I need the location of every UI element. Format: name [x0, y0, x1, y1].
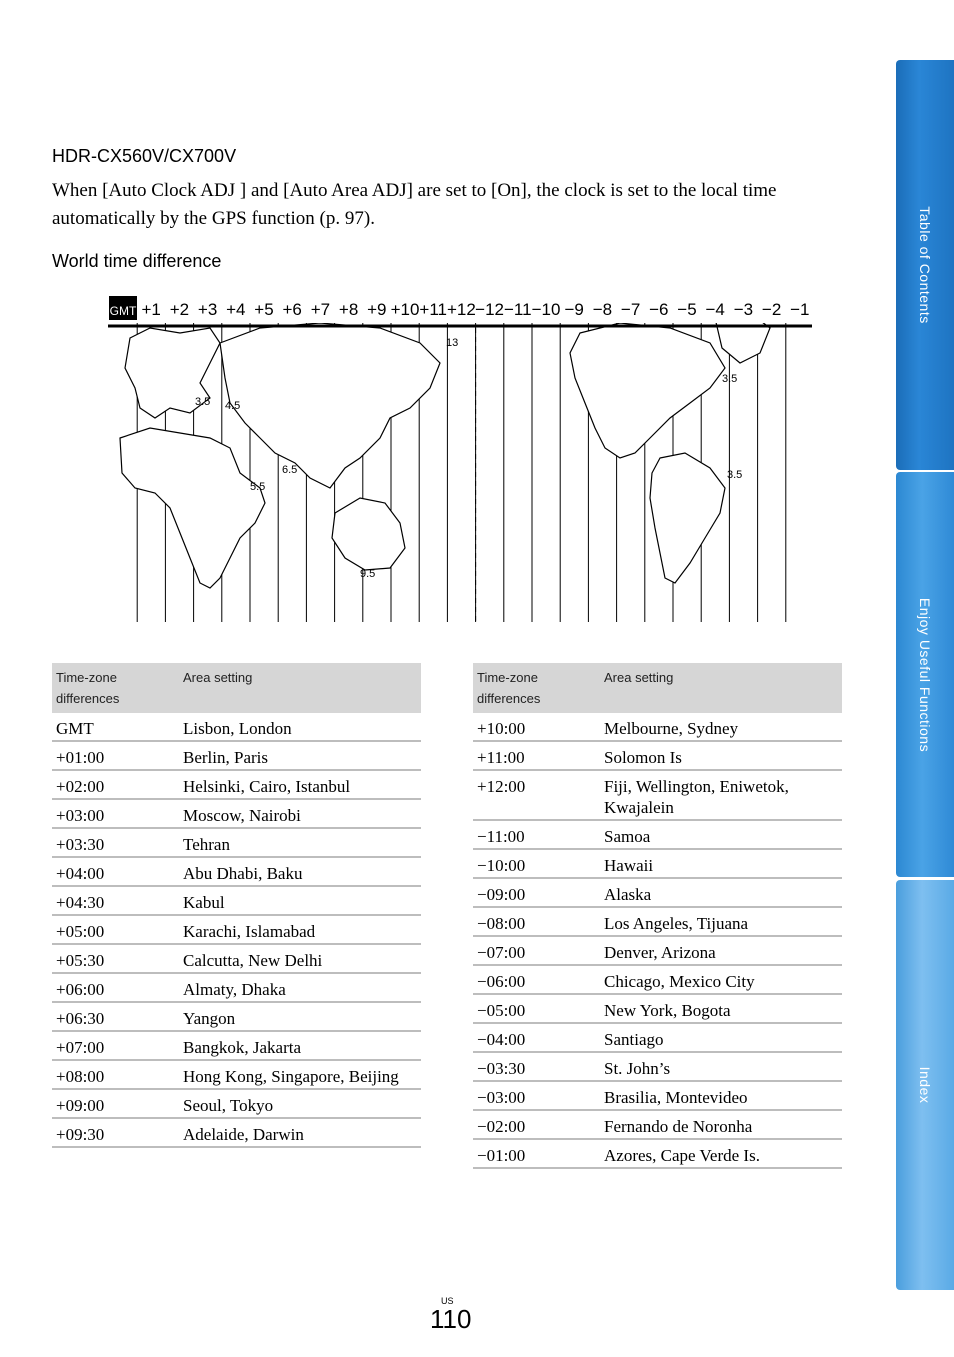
zone-label: +11	[419, 300, 447, 319]
table-row	[473, 1023, 842, 1052]
table-row	[473, 1081, 842, 1110]
time-difference-cell: +07:00	[52, 1031, 179, 1060]
time-difference-cell: −03:30	[473, 1052, 600, 1081]
area-setting-cell: Almaty, Dhaka	[179, 973, 421, 1002]
table-row	[473, 994, 842, 1023]
table-row	[473, 878, 842, 907]
tab-label: Index	[917, 1066, 933, 1104]
table-row	[52, 1002, 421, 1031]
timezone-table-left	[52, 663, 421, 1148]
zone-label: +9	[367, 300, 387, 319]
zone-label: −4	[705, 300, 725, 319]
table-row	[473, 820, 842, 849]
table-row	[52, 1089, 421, 1118]
table-row	[473, 1110, 842, 1139]
table-row	[52, 857, 421, 886]
offset-label: 6.5	[282, 464, 298, 476]
north-america-outline	[570, 323, 725, 458]
offset-label: 4.5	[225, 400, 241, 412]
area-setting-cell: Bangkok, Jakarta	[179, 1031, 421, 1060]
area-setting-cell: Calcutta, New Delhi	[179, 944, 421, 973]
zone-label: −7	[620, 300, 641, 319]
area-setting-cell: Berlin, Paris	[179, 741, 421, 770]
area-setting-cell: Lisbon, London	[179, 713, 421, 741]
asia-outline	[220, 323, 440, 488]
time-difference-cell: +06:00	[52, 973, 179, 1002]
zone-labels	[110, 300, 810, 319]
body-text: When [Auto Clock ADJ ] and [Auto Area ADJ] are set to [On], the clock is set to the local time automatically by the GPS function (p. 97).	[52, 180, 777, 229]
area-setting-cell: Brasilia, Montevideo	[600, 1081, 842, 1110]
timezone-table-right	[473, 663, 842, 1169]
area-setting-cell: Abu Dhabi, Baku	[179, 857, 421, 886]
header-area-setting: Area setting	[600, 663, 842, 713]
table-row	[52, 828, 421, 857]
area-setting-cell: St. John’s	[600, 1052, 842, 1081]
area-setting-cell: Denver, Arizona	[600, 936, 842, 965]
area-setting-cell: Yangon	[179, 1002, 421, 1031]
time-difference-cell: +11:00	[473, 741, 600, 770]
area-setting-cell: Fiji, Wellington, Eniwetok, Kwajalein	[600, 770, 842, 820]
time-difference-cell: +09:00	[52, 1089, 179, 1118]
table-row	[473, 1139, 842, 1168]
zone-label: −8	[592, 300, 613, 319]
time-difference-cell: +03:00	[52, 799, 179, 828]
section-heading: World time difference	[52, 251, 222, 271]
time-difference-cell: +01:00	[52, 741, 179, 770]
tab-enjoy-useful-functions[interactable]	[896, 472, 954, 877]
time-difference-cell: −10:00	[473, 849, 600, 878]
south-america-outline	[650, 453, 725, 583]
table-row	[52, 944, 421, 973]
tab-label: Table of Contents	[917, 206, 933, 324]
area-setting-cell: Los Angeles, Tijuana	[600, 907, 842, 936]
area-setting-cell: Helsinki, Cairo, Istanbul	[179, 770, 421, 799]
zone-label: +7	[310, 300, 331, 319]
area-setting-cell: Samoa	[600, 820, 842, 849]
tab-index[interactable]	[896, 880, 954, 1290]
tab-label: Enjoy Useful Functions	[917, 597, 933, 752]
table-row	[473, 907, 842, 936]
table-row	[473, 849, 842, 878]
zone-label: −6	[649, 300, 669, 319]
header-area-setting: Area setting	[179, 663, 421, 713]
time-difference-cell: +04:00	[52, 857, 179, 886]
time-difference-cell: −05:00	[473, 994, 600, 1023]
table-row	[473, 770, 842, 820]
time-difference-cell: +10:00	[473, 713, 600, 741]
zone-label: −5	[677, 300, 697, 319]
zone-label: GMT	[109, 304, 137, 318]
time-difference-cell: −11:00	[473, 820, 600, 849]
time-difference-cell: +05:00	[52, 915, 179, 944]
table-row	[52, 973, 421, 1002]
time-difference-cell: +09:30	[52, 1118, 179, 1147]
zone-label: +10	[390, 300, 420, 319]
area-setting-cell: Moscow, Nairobi	[179, 799, 421, 828]
area-setting-cell: Fernando de Noronha	[600, 1110, 842, 1139]
area-setting-cell: Tehran	[179, 828, 421, 857]
table-row	[52, 915, 421, 944]
offset-label: 5.5	[250, 481, 266, 493]
time-difference-cell: +05:30	[52, 944, 179, 973]
time-difference-cell: +12:00	[473, 770, 600, 820]
offset-label: 3.5	[722, 373, 738, 385]
time-difference-cell: −08:00	[473, 907, 600, 936]
time-difference-cell: −07:00	[473, 936, 600, 965]
area-setting-cell: Seoul, Tokyo	[179, 1089, 421, 1118]
zone-label: −1	[790, 300, 810, 319]
offset-label: 13	[446, 337, 459, 349]
zone-label: −11	[504, 300, 532, 319]
time-difference-cell: −04:00	[473, 1023, 600, 1052]
page-number: 110	[430, 1304, 472, 1334]
page-region: US	[441, 1296, 454, 1306]
time-difference-cell: −02:00	[473, 1110, 600, 1139]
world-time-map	[60, 288, 820, 624]
area-setting-cell: Chicago, Mexico City	[600, 965, 842, 994]
area-setting-cell: Melbourne, Sydney	[600, 713, 842, 741]
time-difference-cell: −03:00	[473, 1081, 600, 1110]
time-difference-cell: −01:00	[473, 1139, 600, 1168]
area-setting-cell: Santiago	[600, 1023, 842, 1052]
table-row	[52, 799, 421, 828]
table-row	[473, 741, 842, 770]
zone-label: −10	[531, 300, 561, 319]
zone-label: +3	[197, 300, 218, 319]
model-heading: HDR-CX560V/CX700V	[52, 146, 237, 166]
zone-label: −3	[733, 300, 754, 319]
header-time-zone: Time-zone differences	[473, 663, 600, 713]
time-difference-cell: GMT	[52, 713, 179, 741]
australia-outline	[332, 498, 405, 570]
offset-label: 9.5	[360, 568, 376, 580]
table-row	[52, 886, 421, 915]
zone-label: +1	[141, 300, 161, 319]
time-difference-cell: +03:30	[52, 828, 179, 857]
time-difference-cell: +06:30	[52, 1002, 179, 1031]
time-difference-cell: −09:00	[473, 878, 600, 907]
table-row	[473, 936, 842, 965]
time-difference-cell: +02:00	[52, 770, 179, 799]
offset-label: 3.5	[727, 469, 743, 481]
area-setting-cell: Hawaii	[600, 849, 842, 878]
table-header-row	[473, 663, 842, 713]
zone-label: +8	[338, 300, 359, 319]
africa-outline	[120, 428, 265, 588]
table-row	[52, 741, 421, 770]
zone-label: −2	[761, 300, 782, 319]
table-row	[52, 713, 421, 741]
area-setting-cell: Karachi, Islamabad	[179, 915, 421, 944]
table-row	[52, 1118, 421, 1147]
zone-label: −9	[564, 300, 584, 319]
table-row	[52, 770, 421, 799]
table-row	[52, 1060, 421, 1089]
zone-label: +6	[282, 300, 302, 319]
header-time-zone: Time-zone differences	[52, 663, 179, 713]
time-difference-cell: +04:30	[52, 886, 179, 915]
table-row	[473, 965, 842, 994]
table-row	[473, 1052, 842, 1081]
area-setting-cell: Solomon Is	[600, 741, 842, 770]
zone-label: −12	[475, 300, 505, 319]
area-setting-cell: Adelaide, Darwin	[179, 1118, 421, 1147]
table-header-row	[52, 663, 421, 713]
zone-label: +2	[169, 300, 190, 319]
table-row	[52, 1031, 421, 1060]
area-setting-cell: Alaska	[600, 878, 842, 907]
area-setting-cell: Hong Kong, Singapore, Beijing	[179, 1060, 421, 1089]
table-row	[473, 713, 842, 741]
zone-label: +12	[446, 300, 476, 319]
area-setting-cell: New York, Bogota	[600, 994, 842, 1023]
zone-label: +4	[226, 300, 246, 319]
time-difference-cell: −06:00	[473, 965, 600, 994]
time-difference-cell: +08:00	[52, 1060, 179, 1089]
offset-label: 3.5	[195, 396, 211, 408]
area-setting-cell: Kabul	[179, 886, 421, 915]
tab-table-of-contents[interactable]	[896, 60, 954, 470]
area-setting-cell: Azores, Cape Verde Is.	[600, 1139, 842, 1168]
zone-label: +5	[254, 300, 274, 319]
